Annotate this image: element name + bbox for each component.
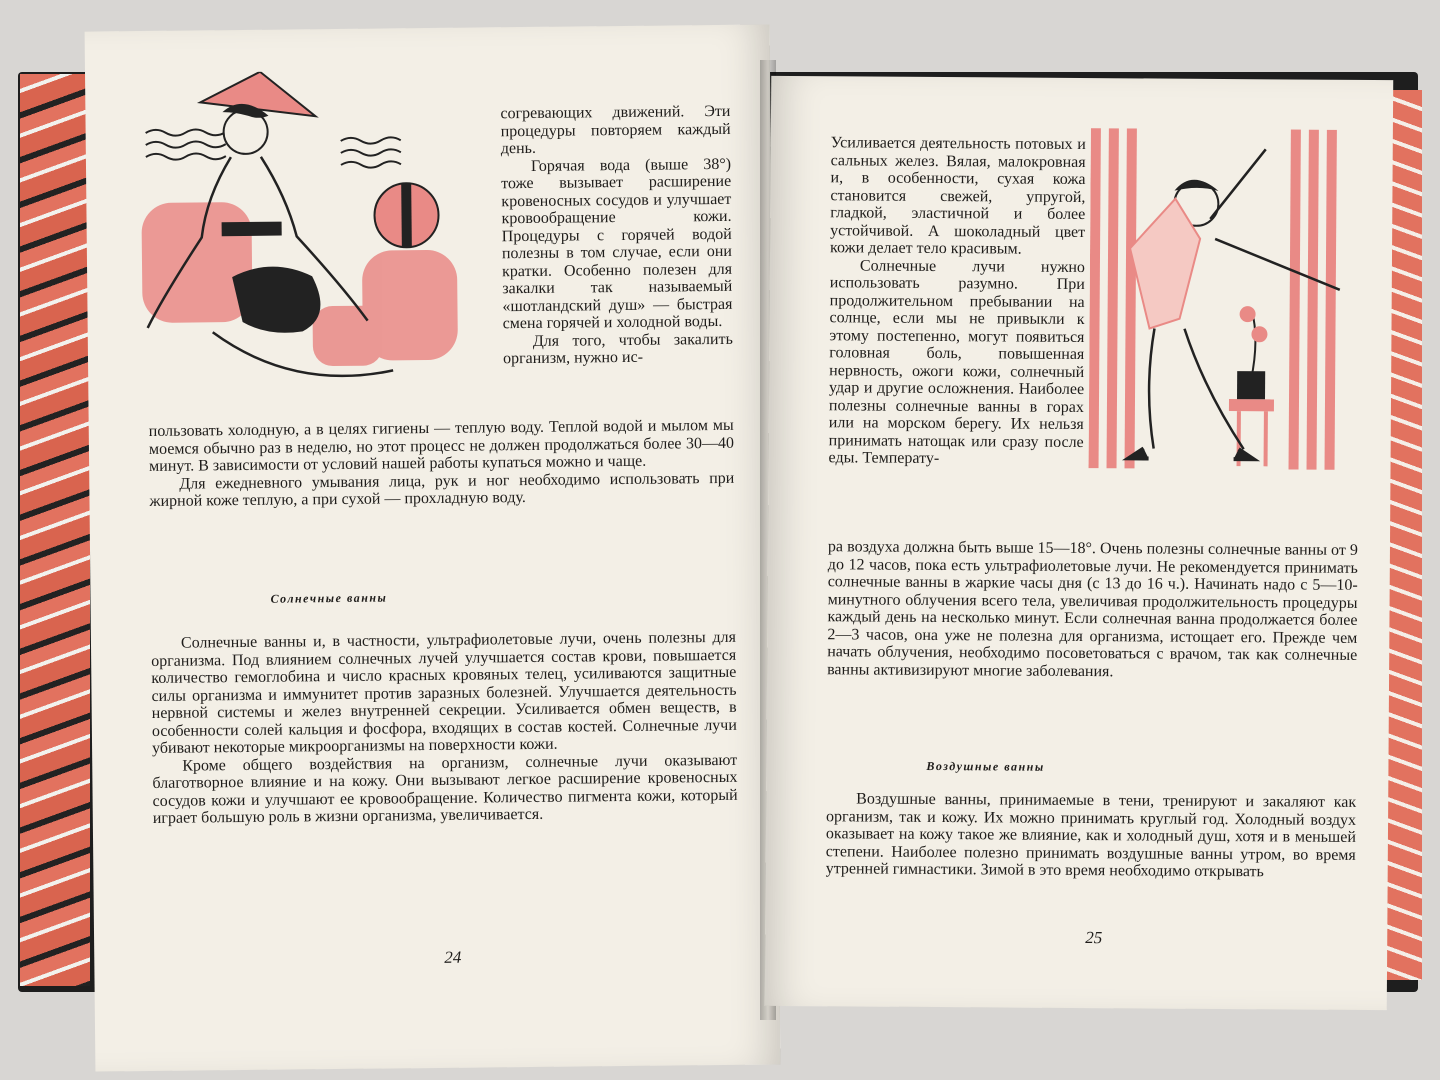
hot-water-text: Горячая вода (выше 38°) тоже вызывает расширение кровеносных сосудов и улучшает кровообращение кожи. Процедуры с горячей водой полезны в том случае, если они кратки. Особенно полезен для закалки так называемый «шотландский душ» — быстрая смена горячей и холодной воды. — [501, 155, 733, 333]
left-page — [85, 24, 781, 1071]
air-text: Воздушные ванны, принимаемые в тени, тренируют и закаляют как организм, так и кожу. Их можно принимать круглый год. Холодный воздух оказывает на кожу такое же влияние, как и холодный душ, хотя и в меньшей степени. Наиболее полезно принимать воздушные ванны утром, во время утренней гимнастики. Зимой в это время необходимо открывать — [825, 790, 1357, 881]
cover-pattern-left — [20, 74, 90, 986]
right-page — [765, 76, 1393, 1010]
hardening-lead: Для того, чтобы закалить организм, нужно ис- — [502, 330, 733, 368]
sun-para-1: Солнечные ванны и, в частности, ультрафиолетовые лучи, очень полезны для организма. Под влиянием солнечных лучей улучшается состав крови, повышается количество гемоглобина и число красных кровяных телец, усиливаются защитные силы организма и иммунитет против заразных болезней. Улучшается деятельность нервной системы и желез внутренней секреции. Усиливается обмен веществ, в особенности солей кальция и фосфора, входящих в состав костей. Солнечные лучи убивают некоторые микроорганизмы на поверхности кожи. — [151, 628, 737, 757]
top-text: согревающих движений. Эти процедуры повторяем каждый день. — [500, 102, 731, 158]
left-sun-section — [151, 629, 738, 828]
right-air-section — [826, 790, 1357, 881]
page-number-left: 24 — [444, 947, 462, 967]
left-top-column — [500, 103, 733, 368]
daily-wash-text: Для ежедневного умывания лица, рук и ног необходимо использовать при жирной коже теплую, а при сухой — прохладную воду. — [149, 469, 735, 510]
right-column-text-2: Солнечные лучи нужно использовать разумно. При продолжительном пребывании на солнце, если мы не привыкли к этому постепенно, могут появиться головная боль, повышенная нервность, ожоги кожи, солнечный удар и другие осложнения. Наиболее полезны солнечные ванны в горах или на морском берегу. Их нельзя принимать натощак или сразу после еды. Температу- — [828, 256, 1085, 468]
sunbathing-woman-illustration — [130, 70, 473, 384]
exercising-woman-illustration — [1088, 128, 1361, 520]
page-number-right: 25 — [1085, 928, 1103, 948]
right-column-text-1: Усиливается деятельность потовых и сальных желез. Вялая, малокровная и, в особенности, сухая кожа становится свежей, упругой, гладкой, эластичной и более устойчивой. А шоколадный цвет кожи делает тело красивым. — [829, 134, 1086, 258]
right-full-paragraph: ра воздуха должна быть выше 15—18°. Очень полезны солнечные ванны от 9 до 12 часов, пока есть ультрафиолетовые лучи. Не рекомендуется принимать солнечные ванны в жаркие часы дня (с 13 до 16 ч.). Начинать надо с 5—10-минутного облучения всего тела, увеличивая продолжительность процедуры каждый день на несколько минут. Если солнечная ванна продолжается более 2—3 часов, она уже не полезна для организма, истощает его. Прежде чем начать облучения, необходимо посоветоваться с врачом, так как солнечные ванны активизируют многие заболевания. — [827, 538, 1359, 680]
right-column-text — [829, 134, 1086, 468]
hardening-text: пользовать холодную, а в целях гигиены — теплую воду. Теплой водой и мылом мы моемся обычно раз в неделю, но этот процесс не должен продолжаться более 30—40 минут. В зависимости от условий нашей работы купаться можно и чаще. — [148, 416, 735, 475]
left-full-text — [149, 417, 735, 511]
section-heading-air: Воздушные ванны — [926, 758, 1045, 774]
section-heading-sun: Солнечные ванны — [270, 590, 388, 606]
sun-para-2: Кроме общего воздействия на организм, солнечные лучи оказывают благотворное влияние и на кожу. Они вызывают легкое расширение кровеносных сосудов кожи и улучшают ее кровообращение. Количество пигмента кожи, который играет большую роль в жизни организма, увеличивается. — [152, 751, 738, 827]
right-full-text — [827, 538, 1358, 682]
